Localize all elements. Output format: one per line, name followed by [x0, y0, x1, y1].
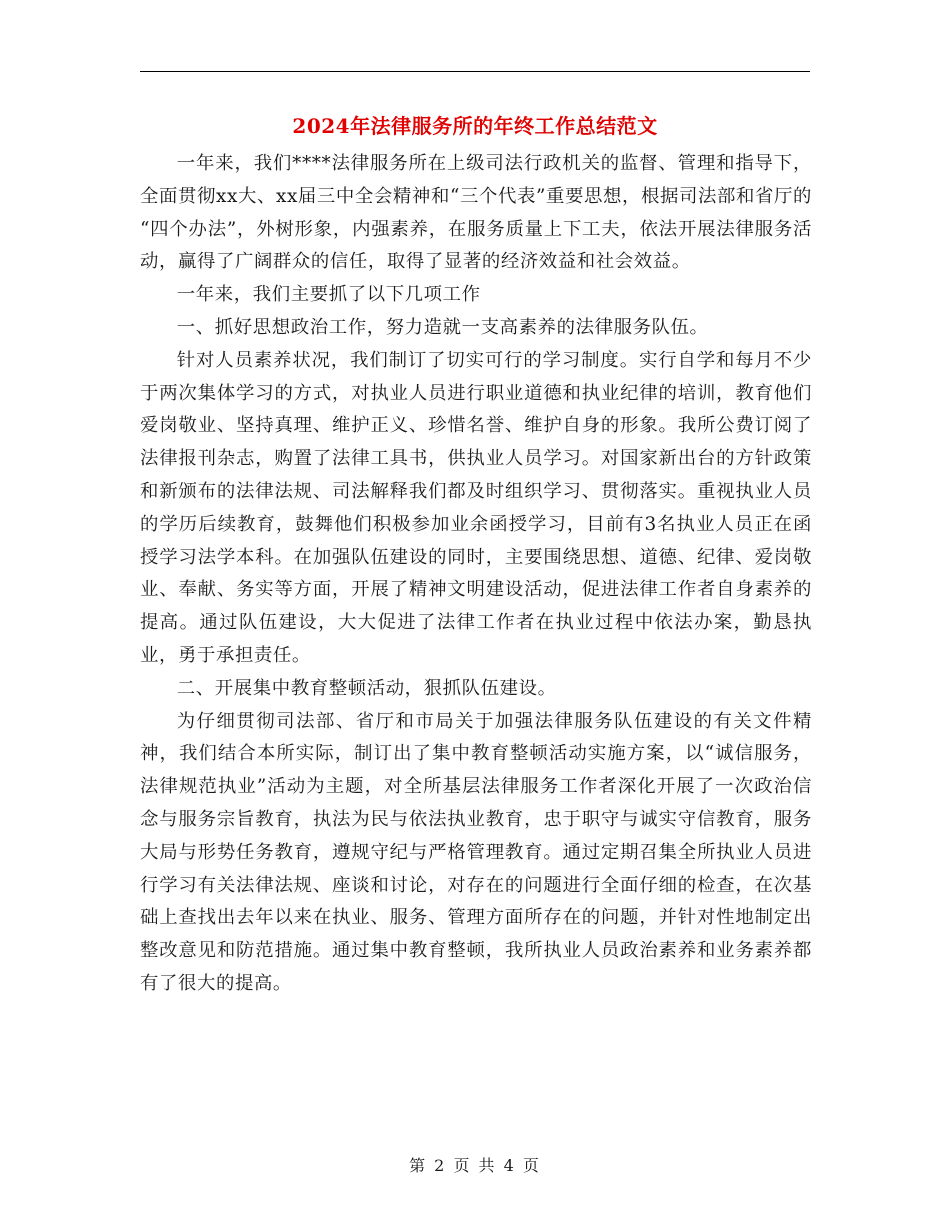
page-footer: 第 2 页 共 4 页	[409, 1156, 541, 1175]
document-title: 2024年法律服务所的年终工作总结范文	[292, 114, 658, 138]
document-body	[140, 148, 812, 1001]
paragraph-study-system: 针对人员素养状况，我们制订了切实可行的学习制度。实行自学和每月不少于两次集体学习的方式，对执业人员进行职业道德和执业纪律的培训，教育他们爱岗敬业、坚持真理、维护正义、珍惜名誉、维护自身的形象。我所公费订阅了法律报刊杂志，购置了法律工具书，供执业人员学习。对国家新出台的方针政策和新颁布的法律法规、司法解释我们都及时组织学习、贯彻落实。重视执业人员的学历后续教育，鼓舞他们积极参加业余函授学习，目前有3名执业人员正在函授学习法学本科。在加强队伍建设的同时，主要围绕思想、道德、纪律、爱岗敬业、奉献、务实等方面，开展了精神文明建设活动，促进法律工作者自身素养的提高。通过队伍建设，大大促进了法律工作者在执业过程中依法办案，勤恳执业，勇于承担责任。	[140, 349, 812, 666]
paragraph-intro: 一年来，我们****法律服务所在上级司法行政机关的监督、管理和指导下，全面贯彻xx大、xx届三中全会精神和“三个代表”重要思想，根据司法部和省厅的 “四个办法”，外树形象，内强素养，在服务质量上下工夫，依法开展法律服务活动，赢得了广阔群众的信任，取得了显著的经济效益和社会效益。	[140, 153, 812, 273]
header-rule	[140, 71, 810, 72]
section-heading-1: 一、抓好思想政治工作，努力造就一支高素养的法律服务队伍。	[176, 316, 709, 338]
paragraph-education-rectification: 为仔细贯彻司法部、省厅和市局关于加强法律服务队伍建设的有关文件精神，我们结合本所实际，制订出了集中教育整顿活动实施方案，以“诚信服务，法律规范执业”活动为主题，对全所基层法律服务工作者深化开展了一次政治信念与服务宗旨教育，执法为民与依法执业教育，忠于职守与诚实守信教育，服务大局与形势任务教育，遵规守纪与严格管理教育。通过定期召集全所执业人员进行学习有关法律法规、座谈和讨论，对存在的问题进行全面仔细的检查，在次基础上查找出去年以来在执业、服务、管理方面所存在的问题，并针对性地制定出整改意见和防范措施。通过集中教育整顿，我所执业人员政治素养和业务素养都有了很大的提高。	[140, 710, 812, 994]
paragraph-work-overview: 一年来，我们主要抓了以下几项工作	[176, 284, 481, 306]
section-heading-2: 二、开展集中教育整顿活动，狠抓队伍建设。	[176, 677, 557, 699]
